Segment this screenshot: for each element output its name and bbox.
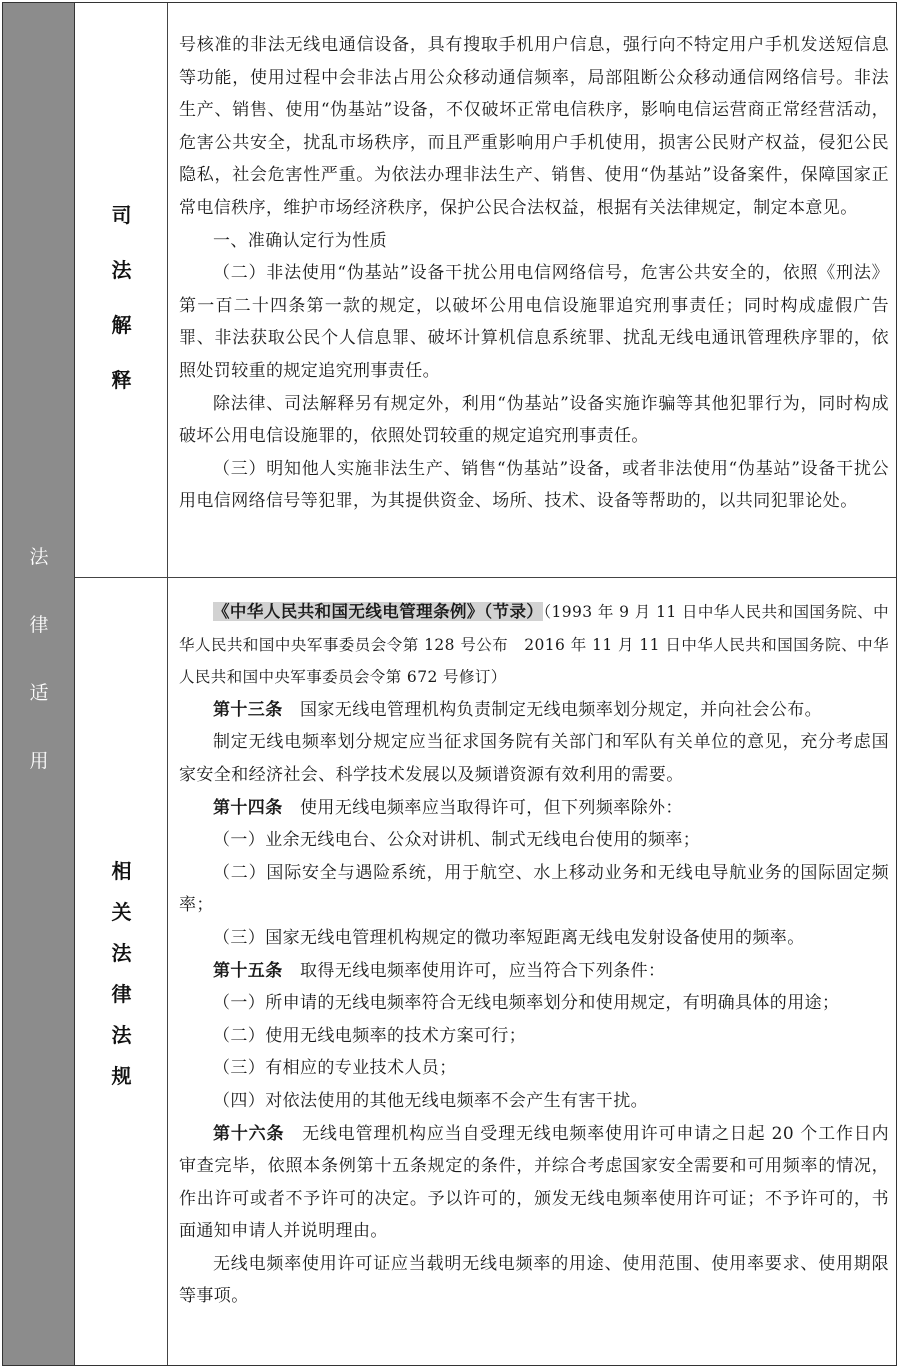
law-title: 《中华人民共和国无线电管理条例》（节录） — [213, 602, 544, 621]
category-label-legal-application: 法 律 适 用 — [29, 546, 49, 772]
article-15 — [179, 955, 889, 988]
law-source-note: （1993 年 9 月 11 日中华人民共和国国务院、中华人民共和国中央军事委员会令第 128 号公布 2016 年 11 月 11 日中华人民共和国国务院、中华人民共和国中央军事委员会令第 672 号修订） — [179, 603, 889, 687]
category-column — [3, 3, 75, 1365]
article-13 — [179, 694, 889, 727]
article-text: 使用无线电频率应当取得许可，但下列频率除外： — [300, 797, 683, 818]
row-divider — [75, 577, 896, 578]
subcategory-label-related-laws: 相 关 法 律 法 规 — [111, 859, 132, 1088]
legal-table — [2, 2, 897, 1366]
paragraph: 制定无线电频率划分规定应当征求国务院有关部门和军队有关单位的意见，充分考虑国家安全和经济社会、科学技术发展以及频谱资源有效利用的需要。 — [179, 732, 889, 785]
article-text: 取得无线电频率使用许可，应当符合下列条件： — [300, 960, 666, 981]
related-laws-text — [179, 596, 889, 1313]
article-number: 第十三条 — [213, 699, 283, 720]
judicial-interpretation-text — [179, 29, 889, 518]
article-16 — [179, 1118, 889, 1248]
list-item: （一）业余无线电台、公众对讲机、制式无线电台使用的频率； — [213, 830, 701, 851]
paragraph: （二）非法使用“伪基站”设备干扰公用电信网络信号，危害公共安全的，依照《刑法》第一百二十四条第一款的规定，以破坏公用电信设施罪追究刑事责任；同时构成虚假广告罪、非法获取公民个人信息罪、破坏计算机信息系统罪、扰乱无线电通讯管理秩序罪的，依照处罚较重的规定追究刑事责任。 — [179, 263, 889, 381]
list-item: （三）国家无线电管理机构规定的微功率短距离无线电发射设备使用的频率。 — [213, 927, 805, 948]
article-number: 第十六条 — [213, 1123, 285, 1144]
list-item: （二）国际安全与遇险系统，用于航空、水上移动业务和无线电导航业务的国际固定频率； — [179, 862, 889, 916]
list-item: （三）有相应的专业技术人员； — [213, 1058, 457, 1079]
paragraph: 号核准的非法无线电通信设备，具有搜取手机用户信息，强行向不特定用户手机发送短信息等功能，使用过程中会非法占用公众移动通信频率，局部阻断公众移动通信网络信号。非法生产、销售、使用“伪基站”设备，不仅破坏正常电信秩序，影响电信运营商正常经营活动，危害公共安全，扰乱市场秩序，而且严重影响用户手机使用，损害公民财产权益，侵犯公民隐私，社会危害性严重。为依法办理非法生产、销售、使用“伪基站”设备案件，保障国家正常电信秩序，维护市场经济秩序，保护公民合法权益，根据有关法律规定，制定本意见。 — [179, 35, 889, 218]
article-text: 无线电管理机构应当自受理无线电频率使用许可申请之日起 20 个工作日内审查完毕，依照本条例第十五条规定的条件，并综合考虑国家安全需要和可用频率的情况，作出许可或者不予许可的决定。予以许可的，颁发无线电频率使用许可证；不予许可的，书面通知申请人并说明理由。 — [179, 1123, 889, 1242]
paragraph: 除法律、司法解释另有规定外，利用“伪基站”设备实施诈骗等其他犯罪行为，同时构成破坏公用电信设施罪的，依照处罚较重的规定追究刑事责任。 — [179, 393, 889, 447]
subcategory-label-judicial-interpretation: 司 法 解 释 — [111, 203, 132, 392]
article-14 — [179, 792, 889, 825]
subcategory-column — [75, 3, 168, 1365]
article-number: 第十五条 — [213, 960, 283, 981]
list-item: （一）所申请的无线电频率符合无线电频率划分和使用规定，有明确具体的用途； — [213, 993, 840, 1014]
article-number: 第十四条 — [213, 797, 283, 818]
section-heading: 一、准确认定行为性质 — [213, 230, 387, 251]
list-item: （四）对依法使用的其他无线电频率不会产生有害干扰。 — [213, 1090, 648, 1111]
article-text: 国家无线电管理机构负责制定无线电频率划分规定，并向社会公布。 — [300, 699, 823, 720]
paragraph: 无线电频率使用许可证应当载明无线电频率的用途、使用范围、使用率要求、使用期限等事项。 — [179, 1253, 889, 1307]
paragraph: （三）明知他人实施非法生产、销售“伪基站”设备，或者非法使用“伪基站”设备干扰公用电信网络信号等犯罪，为其提供资金、场所、技术、设备等帮助的，以共同犯罪论处。 — [179, 458, 889, 512]
law-heading-paragraph — [179, 596, 889, 694]
list-item: （二）使用无线电频率的技术方案可行； — [213, 1025, 527, 1046]
